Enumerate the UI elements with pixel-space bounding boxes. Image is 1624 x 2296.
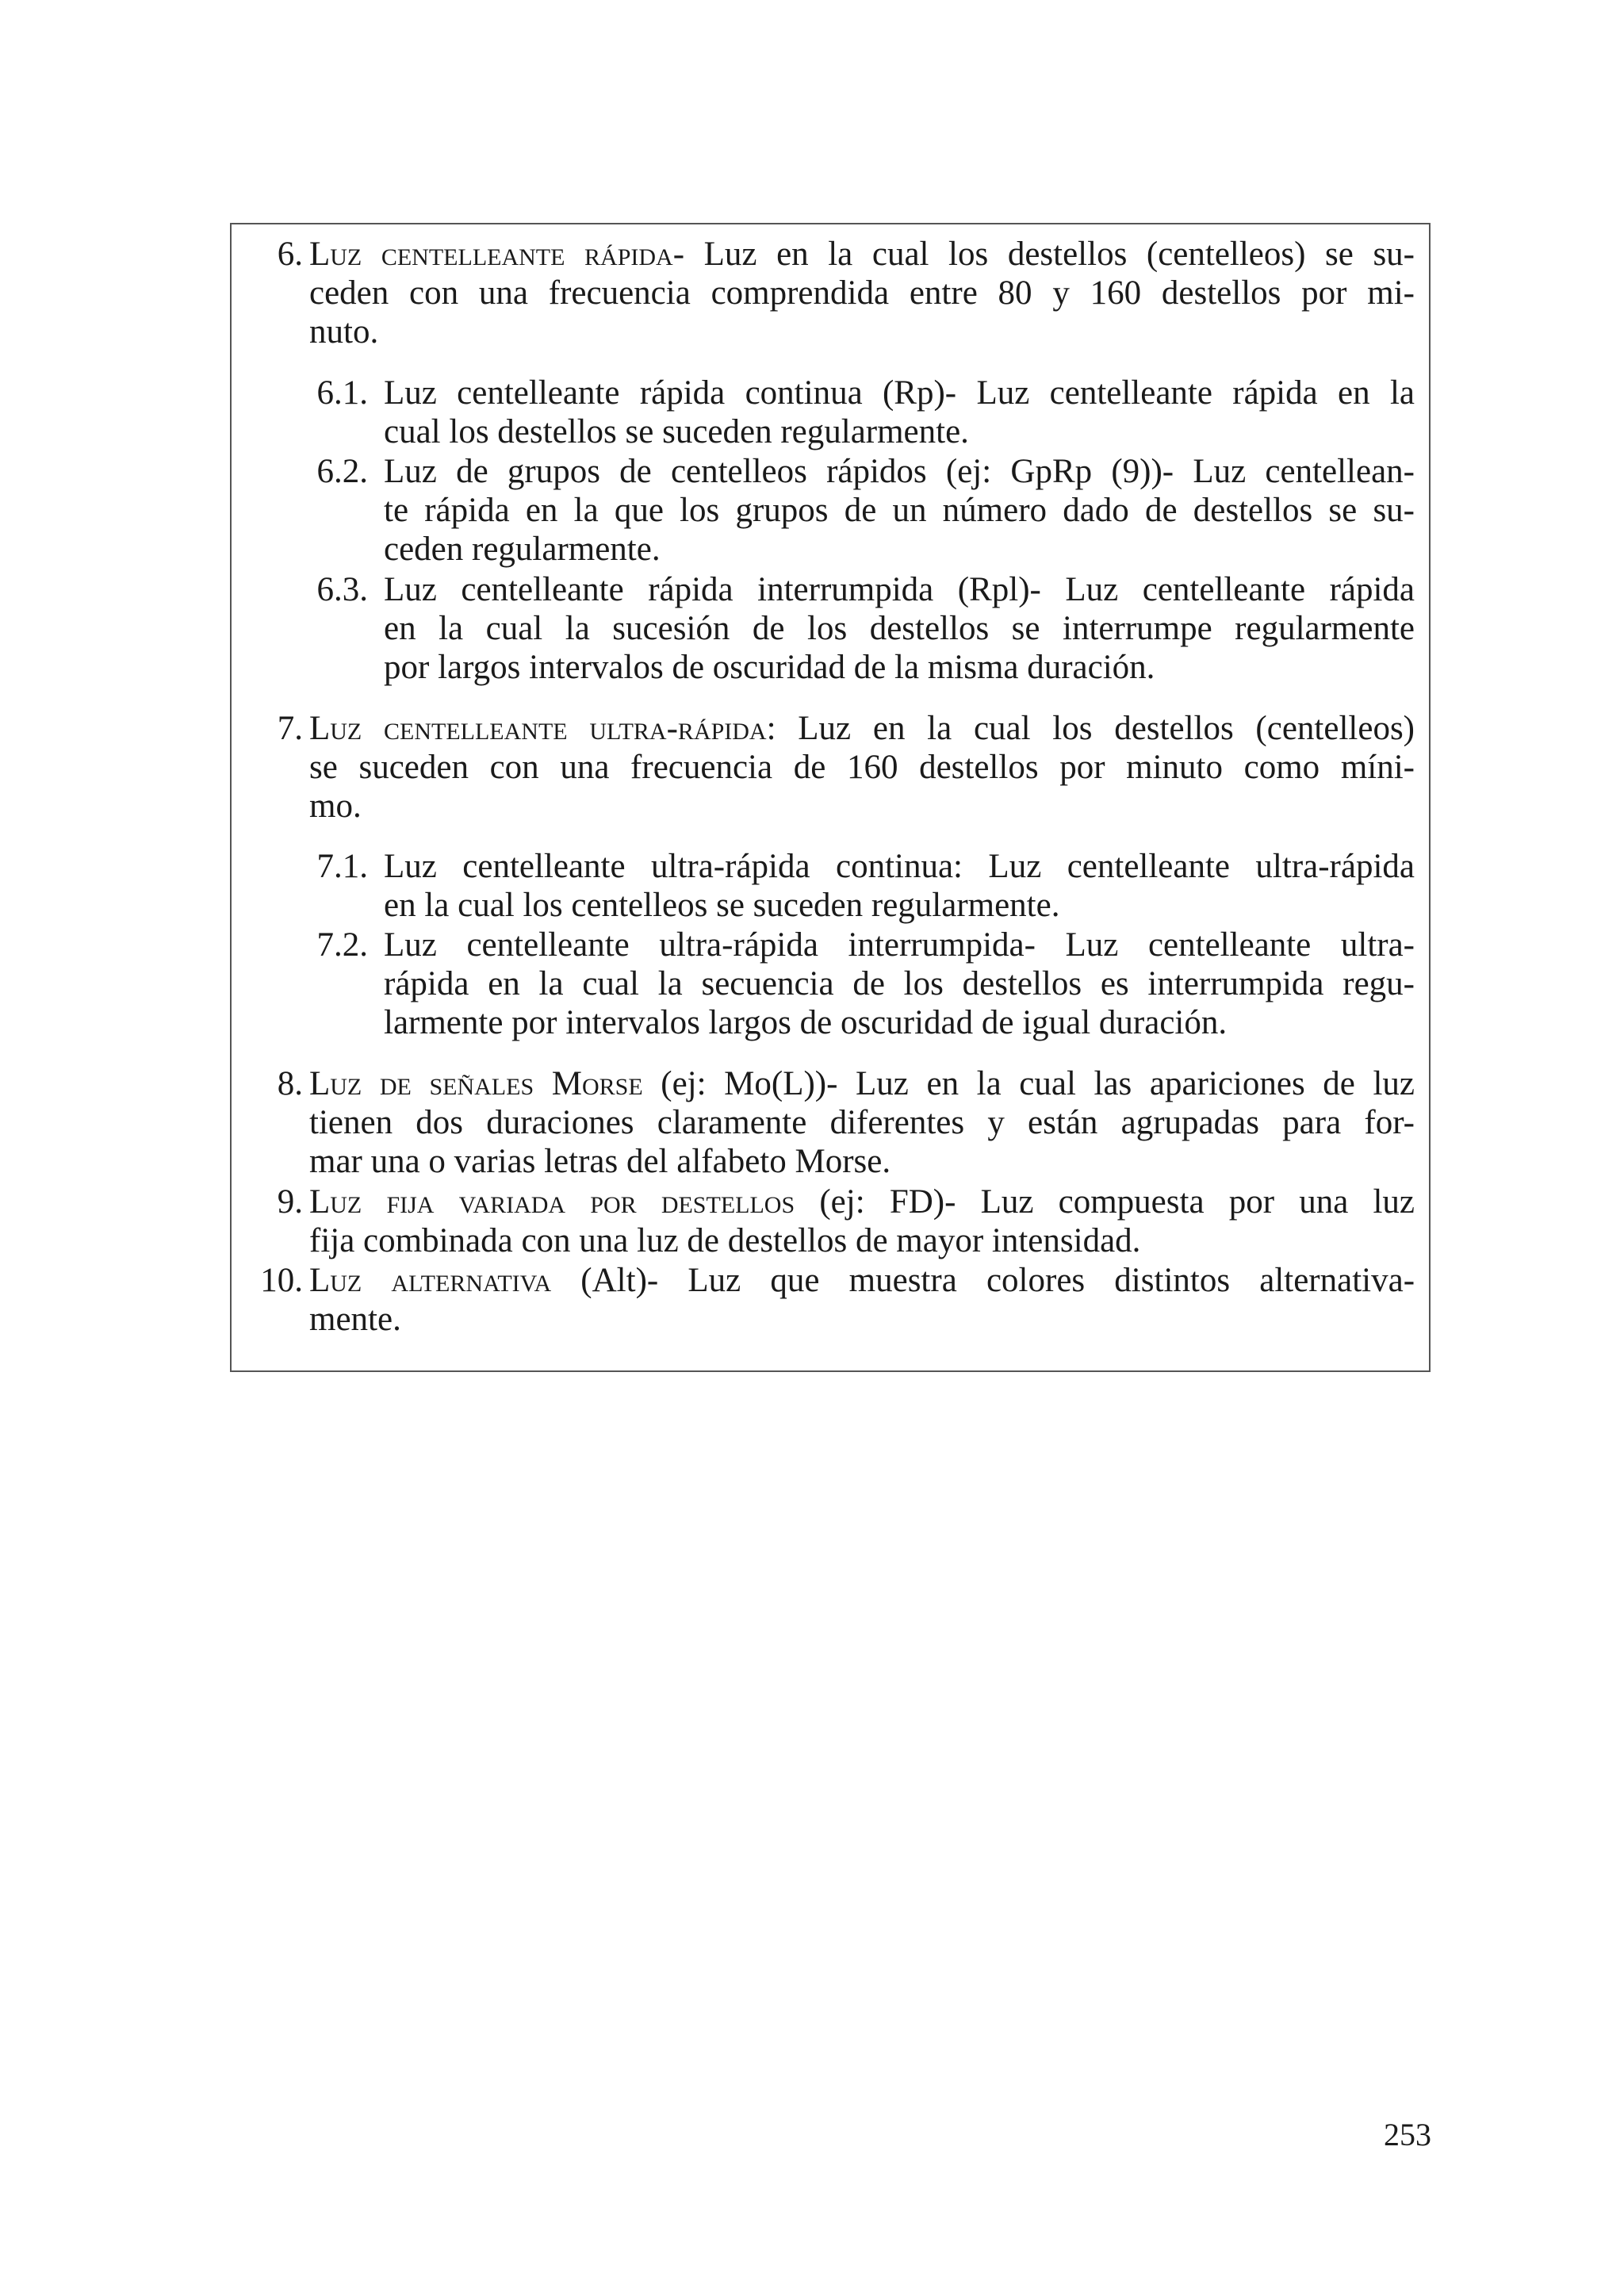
item-line: Luz alternativa (Alt)- Luz que muestra colores distintos alternativa- — [309, 1262, 1415, 1299]
sub-item-number: 7.2. — [316, 926, 368, 964]
item-line: nuto. — [309, 313, 379, 351]
sub-item-number: 7.1. — [316, 848, 368, 885]
item-line: fija combinada con una luz de destellos de mayor intensidad. — [309, 1222, 1141, 1259]
item-line: ceden con una frecuencia comprendida entre 80 y 160 destellos por mi- — [309, 274, 1415, 312]
sub-item-text — [384, 847, 1415, 925]
item-line: Luz centelleante ultra-rápida interrumpida- Luz centelleante ultra- — [384, 926, 1415, 964]
item-line: Luz de grupos de centelleos rápidos (ej: GpRp (9))- Luz centellean- — [384, 453, 1415, 490]
item-line: ceden regularmente. — [384, 531, 661, 568]
item-text — [309, 1182, 1415, 1260]
item-line: cual los destellos se suceden regularmente. — [384, 413, 969, 450]
item-number: 7. — [277, 710, 303, 747]
sub-item-text — [384, 452, 1415, 569]
item-line: se suceden con una frecuencia de 160 destellos por minuto como míni- — [309, 749, 1415, 786]
item-line: Luz centelleante rápida interrumpida (Rpl)- Luz centelleante rápida — [384, 571, 1415, 608]
item-line: mar una o varias letras del alfabeto Morse. — [309, 1143, 891, 1180]
item-line: Luz fija variada por destellos (ej: FD)- Luz compuesta por una luz — [309, 1183, 1415, 1221]
item-line: larmente por intervalos largos de oscuridad de igual duración. — [384, 1004, 1228, 1041]
item-number: 6. — [277, 236, 303, 273]
item-line: en la cual la sucesión de los destellos se interrumpe regularmente — [384, 610, 1415, 647]
item-line: Luz centelleante rápida- Luz en la cual los destellos (centelleos) se su- — [309, 236, 1415, 273]
item-line: mente. — [309, 1301, 401, 1338]
item-term: Luz de señales Morse — [309, 1065, 643, 1102]
item-line: tienen dos duraciones claramente diferentes y están agrupadas para for- — [309, 1104, 1415, 1141]
item-term: Luz alternativa — [309, 1262, 552, 1299]
sub-item-text — [384, 570, 1415, 687]
item-text — [309, 1261, 1415, 1339]
sub-item-text — [384, 374, 1415, 451]
sub-item-number: 6.3. — [316, 571, 368, 608]
page-number: 253 — [1384, 2117, 1431, 2152]
item-line: en la cual los centelleos se suceden regularmente. — [384, 887, 1060, 924]
item-text — [309, 709, 1415, 826]
item-text — [309, 235, 1415, 351]
sub-item-text — [384, 926, 1415, 1042]
item-line: mo. — [309, 788, 362, 825]
item-line: Luz centelleante ultra-rápida continua: Luz centelleante ultra-rápida — [384, 848, 1415, 885]
item-number: 9. — [277, 1183, 303, 1221]
item-term: Luz centelleante ultra-rápida — [309, 710, 767, 747]
item-line: Luz centelleante ultra-rápida: Luz en la cual los destellos (centelleos) — [309, 710, 1415, 747]
item-term: Luz centelleante rápida — [309, 236, 673, 273]
item-line: Luz centelleante rápida continua (Rp)- Luz centelleante rápida en la — [384, 374, 1415, 412]
item-text — [309, 1064, 1415, 1181]
item-term: Luz fija variada por destellos — [309, 1183, 795, 1221]
sub-item-number: 6.2. — [316, 453, 368, 490]
item-line: te rápida en la que los grupos de un número dado de destellos se su- — [384, 492, 1415, 529]
item-number: 8. — [277, 1065, 303, 1102]
sub-item-number: 6.1. — [316, 374, 368, 412]
item-line: Luz de señales Morse (ej: Mo(L))- Luz en la cual las apariciones de luz — [309, 1065, 1415, 1102]
item-line: por largos intervalos de oscuridad de la misma duración. — [384, 649, 1155, 686]
item-number: 10. — [260, 1262, 303, 1299]
item-line: rápida en la cual la secuencia de los destellos es interrumpida regu- — [384, 965, 1415, 1002]
